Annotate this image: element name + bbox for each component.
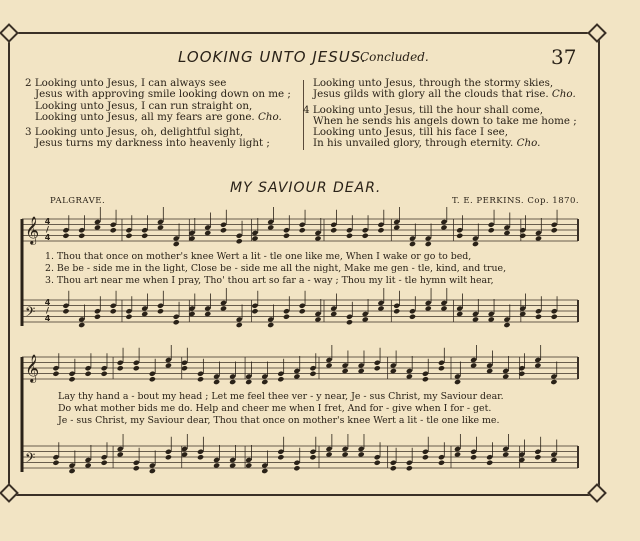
note-head bbox=[346, 319, 353, 325]
note-head bbox=[293, 465, 300, 471]
note-head bbox=[438, 365, 445, 371]
lyric-line: Lay thy hand a - bout my head ; Let me feel thee ver - y near, Je - sus Christ, my Saviour dear. bbox=[58, 391, 504, 402]
lyric-line: Do what mother bids me do. Help and cheer me when I fret, And for - give when I for - get. bbox=[58, 402, 492, 414]
note-head bbox=[409, 314, 416, 320]
note-head bbox=[173, 241, 180, 247]
note-head bbox=[110, 308, 117, 314]
note-head bbox=[62, 308, 69, 314]
verse-number: 3 bbox=[25, 126, 32, 139]
verse-text: Looking unto Jesus, I can always see bbox=[34, 77, 227, 89]
lyric-line: Je - sus Christ, my Saviour dear, Thou that once on mother's knee Wert a lit - tle one like me. bbox=[58, 414, 500, 426]
hymn-title: LOOKING UNTO JESUS. bbox=[178, 48, 368, 66]
note-head bbox=[472, 241, 479, 247]
note-head bbox=[68, 468, 75, 474]
tune-name: PALGRAVE. bbox=[50, 196, 106, 206]
verse-text: Jesus gilds with glory all the clouds that rise. bbox=[313, 88, 549, 101]
hymn-subtitle: Concluded. bbox=[360, 50, 429, 64]
note-head bbox=[197, 376, 204, 382]
chorus-marker: Cho. bbox=[257, 110, 282, 123]
note-head bbox=[299, 308, 306, 314]
note-head bbox=[94, 314, 101, 320]
note-head bbox=[393, 308, 400, 314]
note-head bbox=[52, 371, 59, 377]
note-head bbox=[309, 371, 316, 377]
note-head bbox=[488, 227, 495, 233]
note-head bbox=[503, 322, 510, 328]
note-head bbox=[173, 319, 180, 325]
note-head bbox=[551, 314, 558, 320]
note-head bbox=[346, 233, 353, 239]
note-head bbox=[101, 371, 108, 377]
note-head bbox=[362, 233, 369, 239]
verse-text: Looking unto Jesus, all my fears are gone. bbox=[35, 110, 255, 123]
note-head bbox=[425, 241, 432, 247]
system1-lyrics bbox=[45, 251, 506, 286]
note-head bbox=[267, 322, 274, 328]
note-head bbox=[78, 233, 85, 239]
note-head bbox=[125, 314, 132, 320]
time-signature-treble: 4/4 bbox=[43, 217, 52, 241]
note-head bbox=[470, 454, 477, 460]
verse-text: Looking unto Jesus, oh, delightful sight, bbox=[34, 126, 244, 139]
note-head bbox=[519, 233, 526, 239]
song-title: MY SAVIOUR DEAR. bbox=[230, 180, 382, 196]
lyric-line: 1. Thou that once on mother's knee Wert a lit - tle one like me, When I wake or go to bed, bbox=[45, 251, 472, 262]
note-head bbox=[125, 233, 132, 239]
note-head bbox=[165, 454, 172, 460]
note-head bbox=[101, 460, 108, 466]
note-head bbox=[141, 233, 148, 239]
note-head bbox=[283, 314, 290, 320]
note-head bbox=[117, 365, 124, 371]
treble-clef: 𝄞 bbox=[25, 216, 40, 244]
note-head bbox=[133, 365, 140, 371]
note-head bbox=[197, 454, 204, 460]
note-head bbox=[534, 454, 541, 460]
verse-number: 4 bbox=[303, 103, 310, 116]
note-head bbox=[245, 379, 252, 385]
note-head bbox=[377, 227, 384, 233]
note-head bbox=[157, 308, 164, 314]
note-head bbox=[149, 376, 156, 382]
note-head bbox=[133, 465, 140, 471]
chorus-marker: Cho. bbox=[551, 88, 576, 101]
note-head bbox=[85, 371, 92, 377]
note-head bbox=[438, 460, 445, 466]
note-head bbox=[78, 322, 85, 328]
chorus-marker: Cho. bbox=[516, 137, 541, 150]
verse-text: Jesus with approving smile looking down on me ; bbox=[35, 88, 291, 101]
note-head bbox=[454, 379, 461, 385]
verse-text: Looking unto Jesus, through the stormy skies, bbox=[313, 77, 554, 89]
bass-clef: 𝄢 bbox=[25, 304, 36, 323]
note-head bbox=[62, 233, 69, 239]
note-head bbox=[149, 468, 156, 474]
page-number: 37 bbox=[551, 45, 577, 69]
note-head bbox=[283, 233, 290, 239]
verse-text: When he sends his angels down to take me home ; bbox=[313, 114, 577, 127]
verse-text: Looking unto Jesus, I can run straight on, bbox=[35, 99, 253, 112]
bass-clef: 𝄢 bbox=[25, 450, 36, 469]
note-head bbox=[550, 379, 557, 385]
note-head bbox=[110, 227, 117, 233]
note-head bbox=[261, 379, 268, 385]
note-head bbox=[330, 227, 337, 233]
time-signature-bass: 4/4 bbox=[43, 298, 52, 322]
verse-number: 2 bbox=[25, 77, 32, 89]
composer-credit: T. E. PERKINS. Cop. 1870. bbox=[452, 196, 580, 206]
note-head bbox=[277, 376, 284, 382]
note-head bbox=[236, 322, 243, 328]
note-head bbox=[456, 233, 463, 239]
note-head bbox=[374, 460, 381, 466]
note-head bbox=[251, 308, 258, 314]
system2-lyrics bbox=[58, 391, 504, 426]
verse-text: Jesus turns my darkness into heavenly light ; bbox=[35, 137, 270, 150]
note-head bbox=[52, 460, 59, 466]
note-head bbox=[486, 460, 493, 466]
note-head bbox=[422, 454, 429, 460]
verse-text: Looking unto Jesus, till his face I see, bbox=[313, 126, 509, 139]
note-head bbox=[261, 468, 268, 474]
note-head bbox=[551, 227, 558, 233]
note-head bbox=[236, 238, 243, 244]
note-head bbox=[213, 379, 220, 385]
note-head bbox=[68, 376, 75, 382]
note-head bbox=[309, 454, 316, 460]
lyric-line: 2. Be be - side me in the light, Close be - side me all the night, Make me gen - tle, kind, and true, bbox=[45, 262, 507, 274]
note-head bbox=[299, 227, 306, 233]
note-head bbox=[220, 227, 227, 233]
verse-text: In his unvailed glory, through eternity. bbox=[313, 137, 514, 150]
note-head bbox=[406, 465, 413, 471]
note-head bbox=[422, 376, 429, 382]
treble-clef: 𝄞 bbox=[25, 354, 40, 382]
note-head bbox=[229, 379, 236, 385]
note-head bbox=[277, 454, 284, 460]
lyric-line: 3. Thou art near me when I pray, Tho' thou art so far a - way ; Thou my lit - tle hymn wilt hear, bbox=[45, 274, 494, 286]
note-head bbox=[409, 241, 416, 247]
verse-text: Looking unto Jesus, till the hour shall come, bbox=[312, 103, 544, 116]
note-head bbox=[390, 465, 397, 471]
note-head bbox=[374, 365, 381, 371]
note-head bbox=[535, 314, 542, 320]
